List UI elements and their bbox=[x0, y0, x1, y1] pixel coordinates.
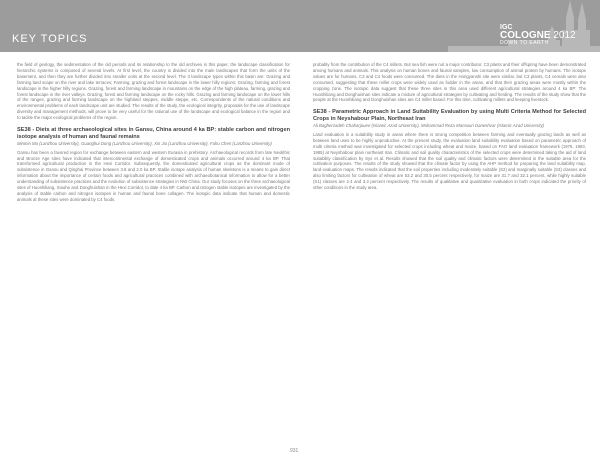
page-header bbox=[0, 0, 600, 52]
abstract-authors-land-suitability: Ali Bagherzadeh Chaharjouee (Islamic Azad University), Mohammad Reza Mansouri Daneshvar (Islamic Azad University) bbox=[313, 123, 545, 129]
page-number: 931 bbox=[290, 448, 299, 454]
abstract-body-land-suitability: Land evaluation is a suitability study in areas where there is strong competition between farming and eventually grazing lands as well as between land uses to be highly unproductive. At the present study, the evaluation land suitability evaluation based on parametric approach of multi criteria method was investigated for selected crops including wheat and maize, based on FAO land evaluation framework (1976, 1983, 1985) at Neyshabour plain northeast Iran. Climatic and soil quality characteristics of the selected crops were determined taking the aid of land suitability classification by Sys et al. Results showed that the soil quality and climatic factors were determined in the suitable area for the cultivation purposes. The results of the study showed that the climate factor by using the AHP method for preparing the land suitability map, land evaluation maps. The results indicated that the soil properties including moderately suitable (S2) and marginally suitable (S3) classes and also limiting factors for cultivation of wheat are 53.2 and 30.5 percent respectively, for maize are 31.7 and 32.1 percent, while highly suitable (S1) classes are 2.4 and 3.3 percent respectively. The results of qualitative and quantitative evaluation in both crops indicated the priority of other conditions in the study area. bbox=[313, 131, 586, 191]
abstract-authors-diets: Minmin Ma (Lanzhou University), Guanghui Dong (Lanzhou University), Xin Jia (Lanzhou University), Fahu Chen (Lanzhou University) bbox=[17, 141, 272, 147]
left-intro-text: the field of geology, the sedimentation of the old periods and its relationship to the old archives in this paper, the landscape classification for hierarchic systems is composed of several levels. At first level, the country is divided into the main landscapes that form the units of the basement, and then they are further divided into smaller units at the second level. The 3 landscape types within this basin are: Grazing and farming land scape on the river and lake terraces; Farming, grazing and forest landscape in the lower hilly regions; Grazing, farming and forest landscape in the higher hilly regions. Grazing, forest and farming landscape in mountains on the edge of the high plateau, farming, grazing and forest landscape in the river valleys. Grazing, forest and farming landscape on the rocky hills. Grazing and farming landscape on the lower hills of the ranges, grazing and farming landscape on the highland steppes, middle steppe, etc. Correspondents of the natural conditions and environmental problems of each landscape unit are studied. The results of the study, the ecological integrity, proposals for the use of landscape diversity and management methods, will prove to be very useful for the rational use of the landscape and ecological balance in the region and to tackle the major ecological problems of the region. bbox=[17, 62, 290, 121]
igc-logo bbox=[500, 24, 596, 48]
abstract-heading-diets: SE38 - Diets at three archaeological sites in Gansu, China around 4 ka BP: stable carbon and nitrogen isotope analysis of human and faunal remains bbox=[17, 127, 290, 141]
logo-tagline: DOWN TO EARTH bbox=[500, 40, 549, 46]
logo-igc: IGC bbox=[500, 24, 513, 31]
abstract-heading-land-suitability: SE38 - Parametric Approach in Land Suitability Evaluation by using Multi Criteria Method for Selected Crops in Neyshabour Plain, Northeast Iran bbox=[313, 109, 586, 123]
section-title: KEY TOPICS bbox=[12, 33, 88, 45]
right-intro-text: probably from the contribution of the C4 millets. But sea fish were not a major contributor. C3 plants and their offspring have been demonstrated among humans and animals. This analysis on human bones and faunal samples, low consumption of animal protein by humans. The isotope values are for humans, C3 and C4 foods were consumed. The diets in the Hongyanshi site were similar, but C3 plants, C4 cereals were also consumed, suggesting that these millet crops were widely used as fodder in the areas, and that their grazing areas were mostly within the cropping zone. The isotopic data suggest that these three sites in this area used different agricultural strategies around 4 ka BP: The Huoshiliang and Donghuishan sites indicate a mixture of agricultural strategies by cultivating and herding. The results of the study show that the people at the Huoshiliang and Donghuishan sites are C4 millet based. For this time, cultivating millets and keeping livestock. bbox=[313, 62, 586, 103]
left-column bbox=[17, 62, 290, 203]
abstract-body-diets: Gansu has been a favored region for exchange between eastern and western Eurasia in prehistory. Archaeological records from late Neolithic and Bronze Age sites have indicated that intercontinental exchange of domesticated crops and animals occurred around 4 ka BP. That transformed agricultural production in the Hexi Corridor. Subsequently, the domesticated agricultural crops as the dominant mode of subsistence in Gansu and Qinghai Province between 3.8 and 2.0 ka BP. Stable isotope analysis of human skeletons is a means to gain direct information about the importance of certain foods and agricultural practices combined with archaeobotanical information to allow for a better understanding of subsistence practices and the evolution of subsistence strategies in NW China. Our study focuses on the three archaeological sites of Huoshiliang, Xiaohe and Donghuishan in the Hexi Corridor, to date 4 ka BP. Carbon and nitrogen stable isotopes are investigated by the analysis of stable carbon and nitrogen isotopes in human and faunal bone collagen. The isotopic data indicate that human and domestic animals at these sites were dominated by C4 foods. bbox=[17, 149, 290, 202]
right-column bbox=[313, 62, 586, 191]
logo-main: COLOGNE 2012 bbox=[500, 30, 576, 41]
